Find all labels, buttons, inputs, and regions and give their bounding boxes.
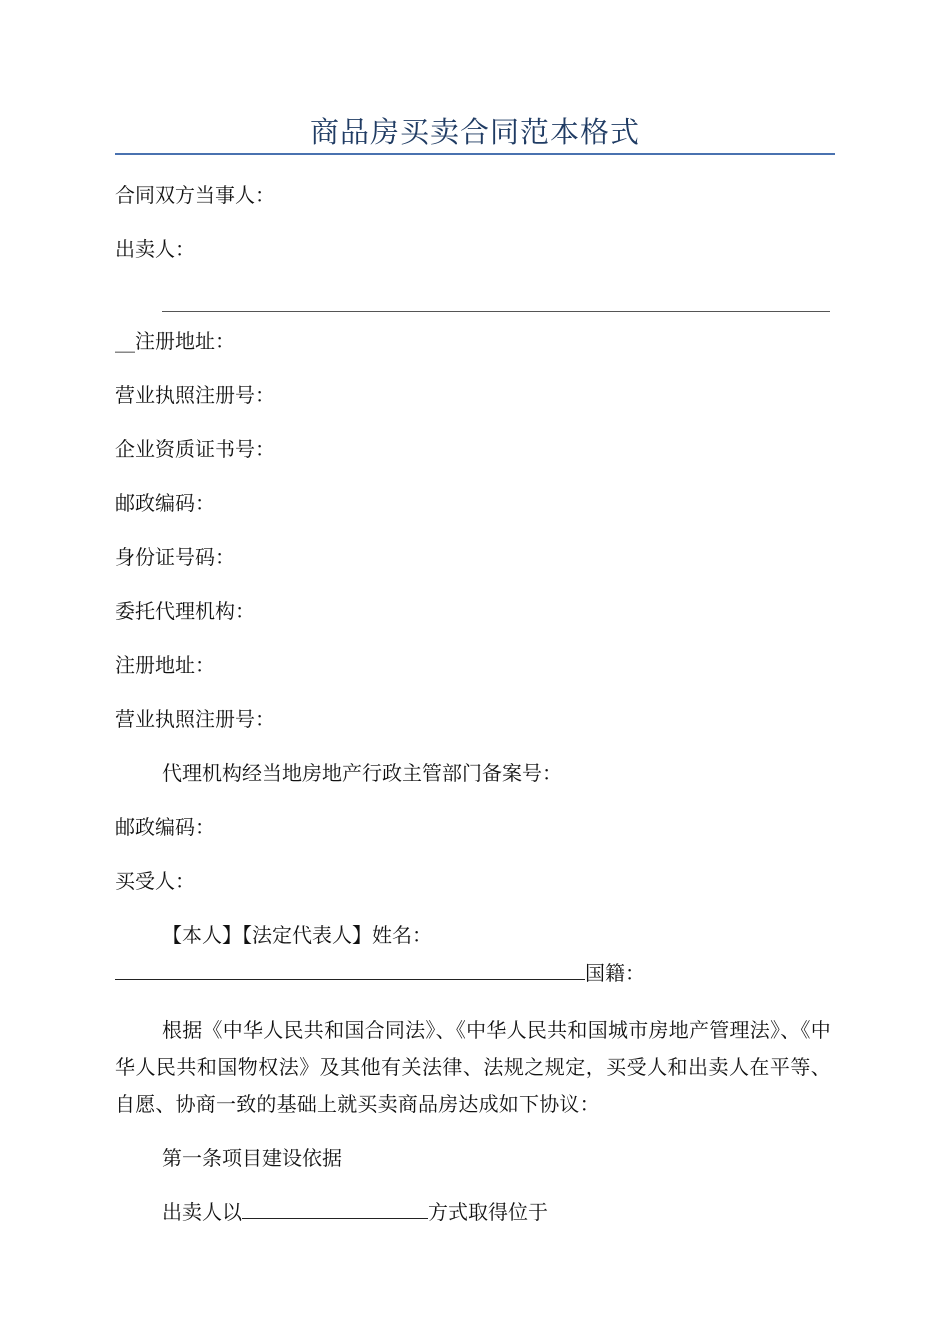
document-title: 商品房买卖合同范本格式 xyxy=(309,115,640,149)
acquisition-method-blank xyxy=(242,1198,428,1219)
seller-label: 出卖人： xyxy=(115,237,195,261)
seller-name-blank xyxy=(162,311,830,312)
postal-code-label: 邮政编码： xyxy=(115,491,215,515)
parties-heading: 合同双方当事人： xyxy=(115,183,275,207)
seller-address-row xyxy=(115,326,235,356)
business-license-label: 营业执照注册号： xyxy=(115,383,275,407)
article-1-text-start: 出卖人以 xyxy=(162,1200,242,1224)
contract-basis-paragraph: 根据《中华人民共和国合同法》、《中华人民共和国城市房地产管理法》、《中华人民共和国物权法》及其他有关法律、法规之规定，买受人和出卖人在平等、自愿、协商一致的基础上就买卖商品房达成如下协议： xyxy=(115,1018,831,1116)
agency-license-label: 营业执照注册号： xyxy=(115,707,275,731)
qualification-cert-label: 企业资质证书号： xyxy=(115,437,275,461)
article-1-heading: 第一条项目建设依据 xyxy=(162,1146,342,1170)
agency-label: 委托代理机构： xyxy=(115,599,255,623)
seller-address-label: 注册地址： xyxy=(135,329,235,353)
seller-address-prefix: __ xyxy=(115,329,135,353)
agency-record-label: 代理机构经当地房地产行政主管部门备案号： xyxy=(162,761,562,785)
agency-address-label: 注册地址： xyxy=(115,653,215,677)
article-1-text xyxy=(162,1197,548,1227)
id-number-label: 身份证号码： xyxy=(115,545,235,569)
nationality-label: 国籍： xyxy=(585,961,645,985)
agency-postal-code-label: 邮政编码： xyxy=(115,815,215,839)
article-1-text-end: 方式取得位于 xyxy=(428,1200,548,1224)
buyer-name-blank xyxy=(115,959,585,980)
buyer-label: 买受人： xyxy=(115,869,195,893)
title-underline xyxy=(115,153,835,155)
nationality-row xyxy=(115,958,645,988)
buyer-name-label: 【本人】【法定代表人】姓名： xyxy=(162,923,432,947)
